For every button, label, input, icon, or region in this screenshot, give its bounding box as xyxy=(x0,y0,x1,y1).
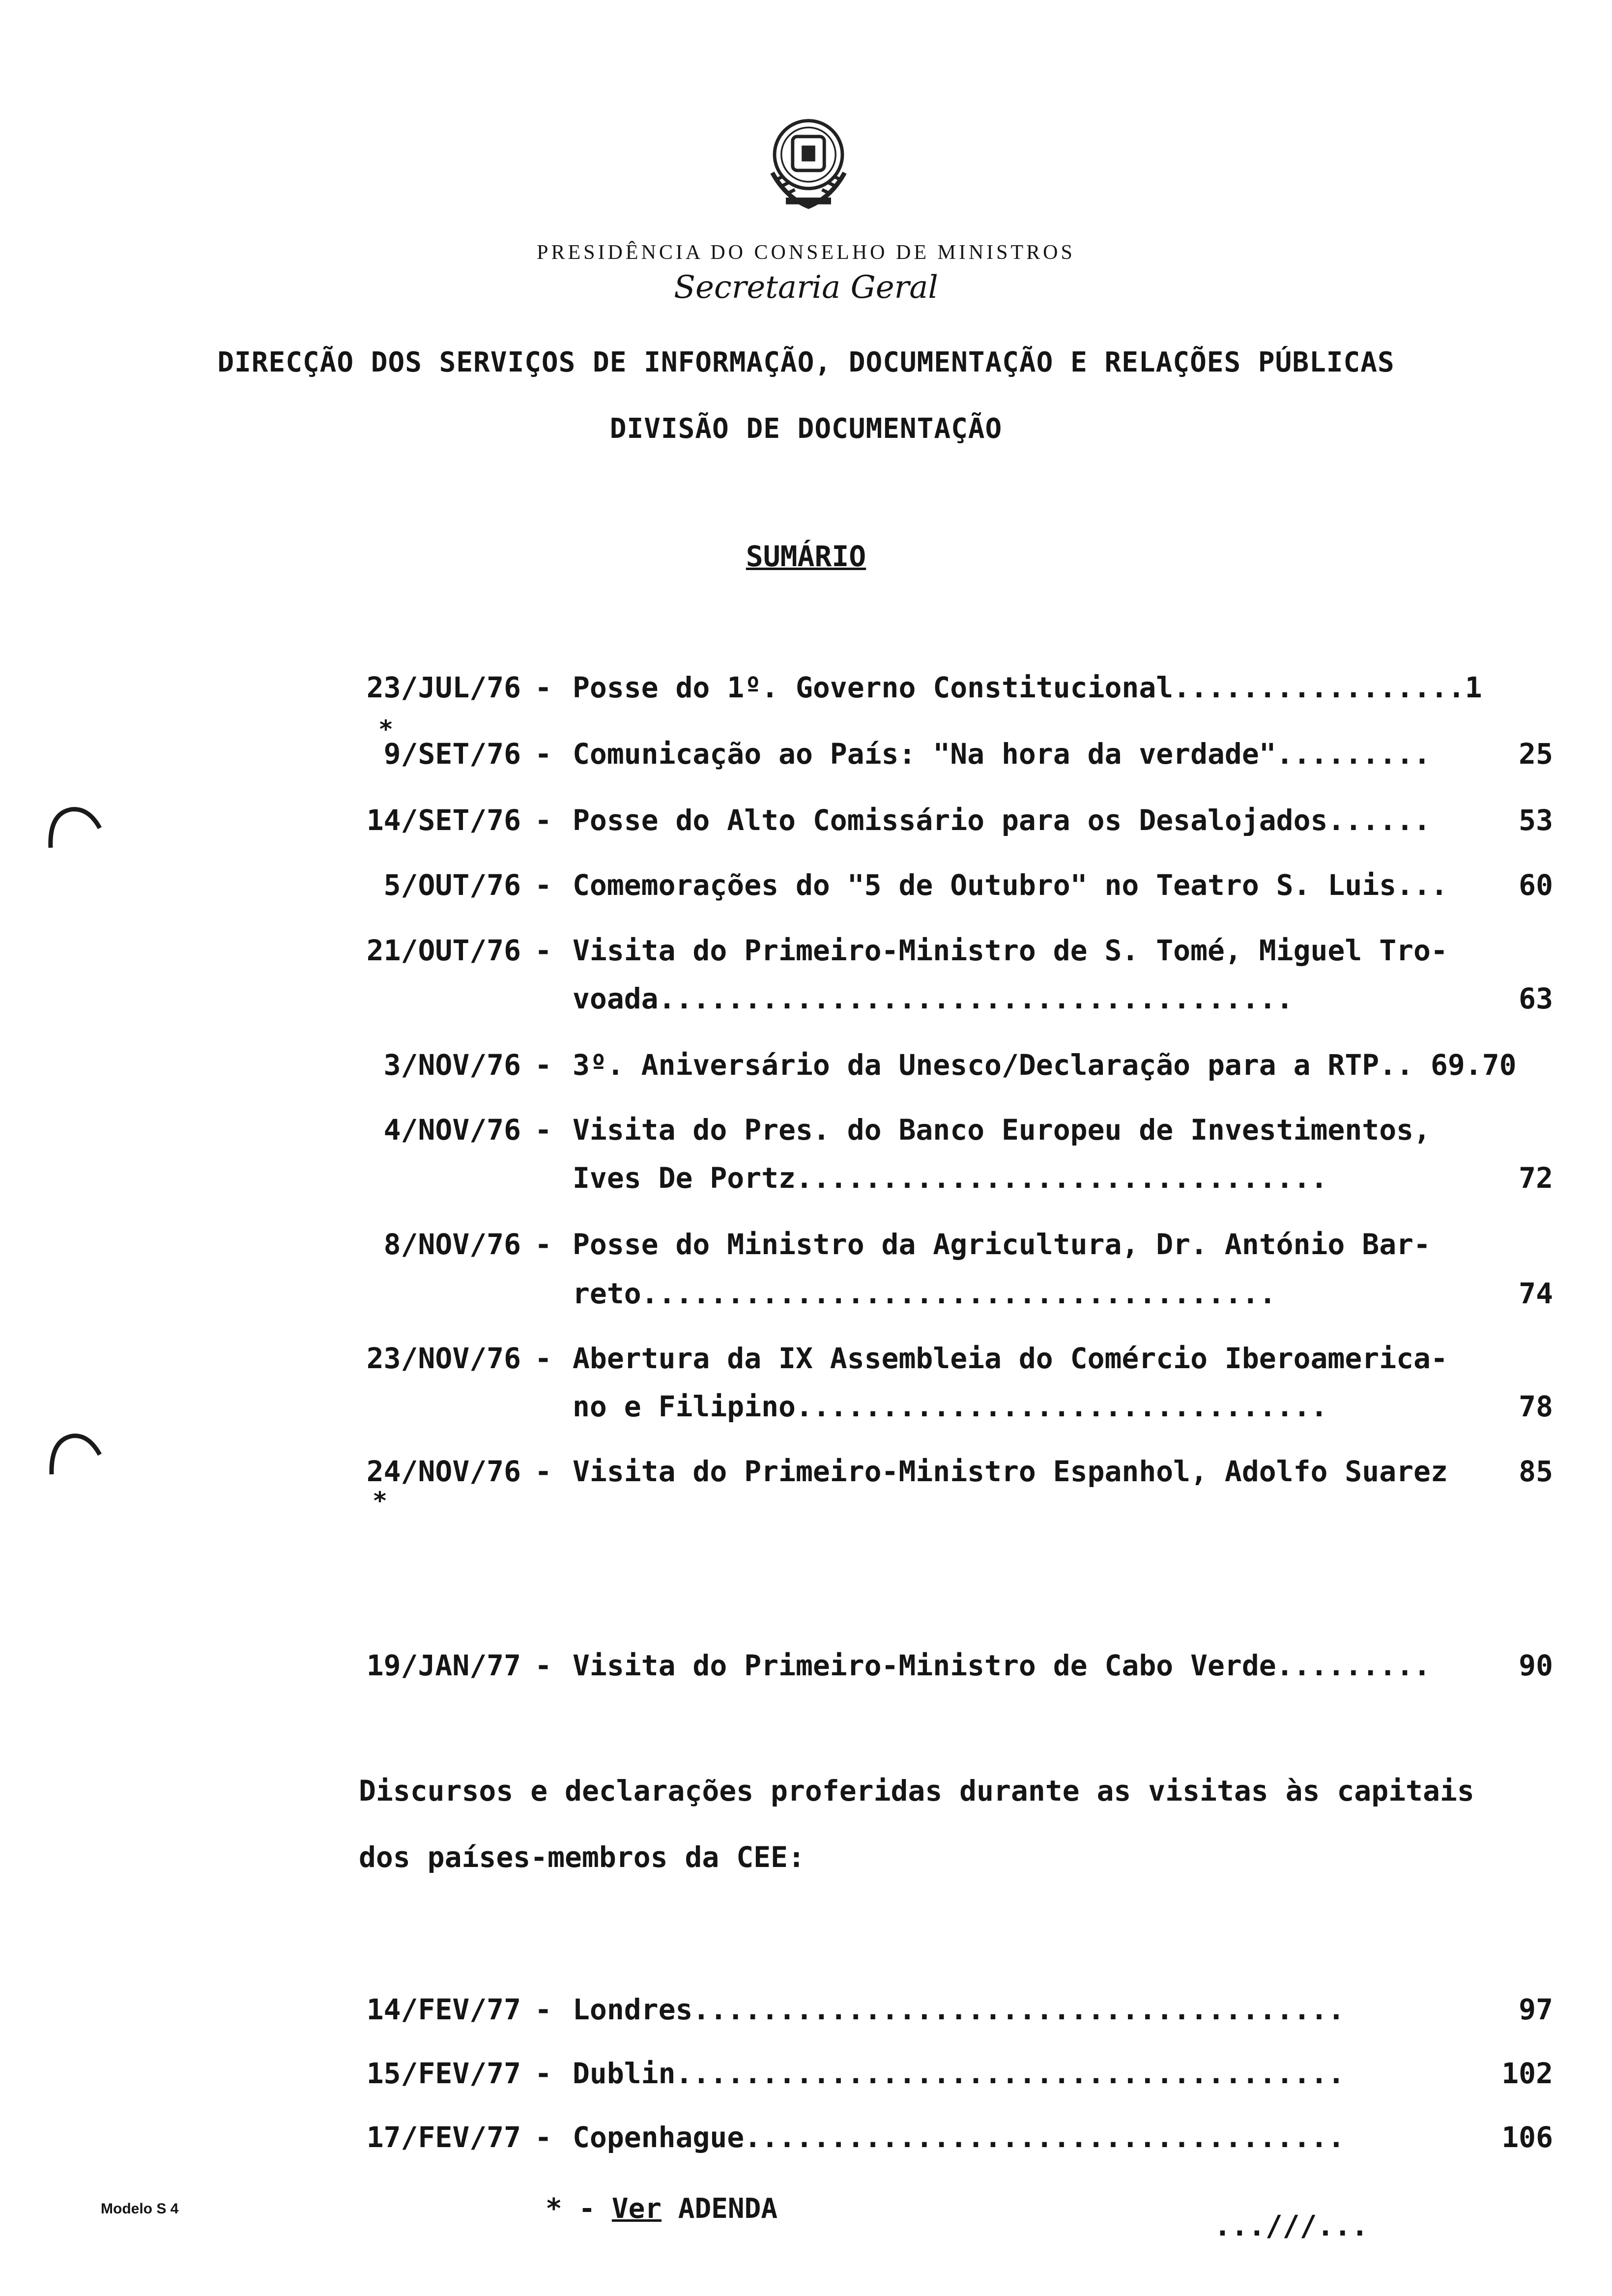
division-title: DIVISÃO DE DOCUMENTAÇÃO xyxy=(609,413,1003,445)
entry-date: 3/NOV/76 xyxy=(383,1048,521,1082)
entry-text: Comunicação ao País: "Na hora da verdade"......... xyxy=(573,737,1431,771)
entry-date: 14/SET/76 xyxy=(366,804,521,837)
entry-dash: - xyxy=(535,934,552,967)
entry-date: 8/NOV/76 xyxy=(383,1228,521,1261)
entry-dash: - xyxy=(535,671,552,704)
entry-text: Comemorações do "5 de Outubro" no Teatro S. Luis... xyxy=(573,868,1448,902)
entry-text: Visita do Primeiro-Ministro Espanhol, Adolfo Suarez xyxy=(573,1455,1448,1488)
continuation-mark: ...///... xyxy=(1214,2209,1369,2242)
directorate-title: DIRECÇÃO DOS SERVIÇOS DE INFORMAÇÃO, DOCUMENTAÇÃO E RELAÇÕES PÚBLICAS xyxy=(217,346,1395,378)
entry-dash: - xyxy=(535,1342,552,1375)
entry-text: Posse do Ministro da Agricultura, Dr. António Bar- xyxy=(573,1228,1431,1261)
entry-page: 90 xyxy=(1519,1649,1553,1682)
asterisk-mark: * xyxy=(373,1487,388,1515)
visit-date: 14/FEV/77 xyxy=(366,1993,521,2026)
summary-title: SUMÁRIO xyxy=(746,540,866,573)
visit-date: 17/FEV/77 xyxy=(366,2121,521,2154)
visit-date: 15/FEV/77 xyxy=(366,2057,521,2090)
entry-date: 24/NOV/76 xyxy=(366,1455,521,1488)
entry-text: Visita do Primeiro-Ministro de Cabo Verde......... xyxy=(573,1649,1431,1682)
entry-page: 78 xyxy=(1519,1390,1553,1423)
entry-text-continued: reto..................................... xyxy=(573,1277,1276,1310)
presidency-title: PRESIDÊNCIA DO CONSELHO DE MINISTROS xyxy=(537,241,1075,264)
visit-page: 102 xyxy=(1501,2057,1553,2090)
visit-text: Copenhague................................... xyxy=(573,2121,1345,2154)
entry-date: 9/SET/76 xyxy=(383,737,521,771)
entry-text: Posse do 1º. Governo Constitucional.................1 xyxy=(573,671,1482,704)
entry-page: 72 xyxy=(1519,1161,1553,1195)
visit-text: Londres...................................... xyxy=(573,1993,1345,2026)
entry-text: Posse do Alto Comissário para os Desalojados...... xyxy=(573,804,1431,837)
entry-dash: - xyxy=(535,868,552,902)
entry-page: 85 xyxy=(1519,1455,1553,1488)
entry-text: Abertura da IX Assembleia do Comércio Iberoamerica- xyxy=(573,1342,1448,1375)
entry-page: 25 xyxy=(1519,737,1553,771)
entry-date: 23/NOV/76 xyxy=(366,1342,521,1375)
entry-page: 74 xyxy=(1519,1277,1553,1310)
visit-dash: - xyxy=(535,1993,552,2026)
coat-of-arms-seal xyxy=(752,107,865,220)
entry-text: Visita do Primeiro-Ministro de S. Tomé, Miguel Tro- xyxy=(573,934,1448,967)
entry-dash: - xyxy=(535,1455,552,1488)
addendum-dash: - xyxy=(578,2193,596,2225)
entry-text-continued: no e Filipino............................... xyxy=(573,1390,1328,1423)
paragraph-line: dos países-membros da CEE: xyxy=(359,1840,805,1874)
punch-hole-mark xyxy=(42,1420,106,1484)
secretariat-title: Secretaria Geral xyxy=(674,269,938,306)
entry-page: 60 xyxy=(1519,868,1553,902)
entry-dash: - xyxy=(535,1048,552,1082)
entry-text-continued: Ives De Portz............................... xyxy=(573,1161,1328,1195)
entry-date: 23/JUL/76 xyxy=(366,671,521,704)
entry-date: 21/OUT/76 xyxy=(366,934,521,967)
entry-page: 53 xyxy=(1519,804,1553,837)
entry-dash: - xyxy=(535,804,552,837)
visit-dash: - xyxy=(535,2057,552,2090)
visit-page: 106 xyxy=(1501,2121,1553,2154)
entry-dash: - xyxy=(535,737,552,771)
asterisk-mark: * xyxy=(378,715,394,744)
entry-text: Visita do Pres. do Banco Europeu de Investimentos, xyxy=(573,1113,1431,1147)
punch-hole-mark xyxy=(42,799,106,853)
entry-date: 4/NOV/76 xyxy=(383,1113,521,1147)
addendum-star: * xyxy=(546,2193,562,2225)
entry-dash: - xyxy=(535,1649,552,1682)
paragraph-line: Discursos e declarações proferidas durante as visitas às capitais xyxy=(359,1774,1474,1808)
model-label: Modelo S 4 xyxy=(101,2201,179,2217)
entry-text: 3º. Aniversário da Unesco/Declaração para a RTP.. 69.70 xyxy=(573,1048,1517,1082)
addendum-ver: Ver xyxy=(611,2193,662,2225)
entry-text-continued: voada..................................... xyxy=(573,982,1294,1015)
visit-text: Dublin....................................... xyxy=(573,2057,1345,2090)
addendum-label: ADENDA xyxy=(678,2193,778,2225)
entry-dash: - xyxy=(535,1113,552,1147)
visit-dash: - xyxy=(535,2121,552,2154)
entry-dash: - xyxy=(535,1228,552,1261)
visit-page: 97 xyxy=(1519,1993,1553,2026)
addendum-note xyxy=(546,2193,777,2225)
entry-date: 19/JAN/77 xyxy=(366,1649,521,1682)
entry-date: 5/OUT/76 xyxy=(383,868,521,902)
entry-page: 63 xyxy=(1519,982,1553,1015)
